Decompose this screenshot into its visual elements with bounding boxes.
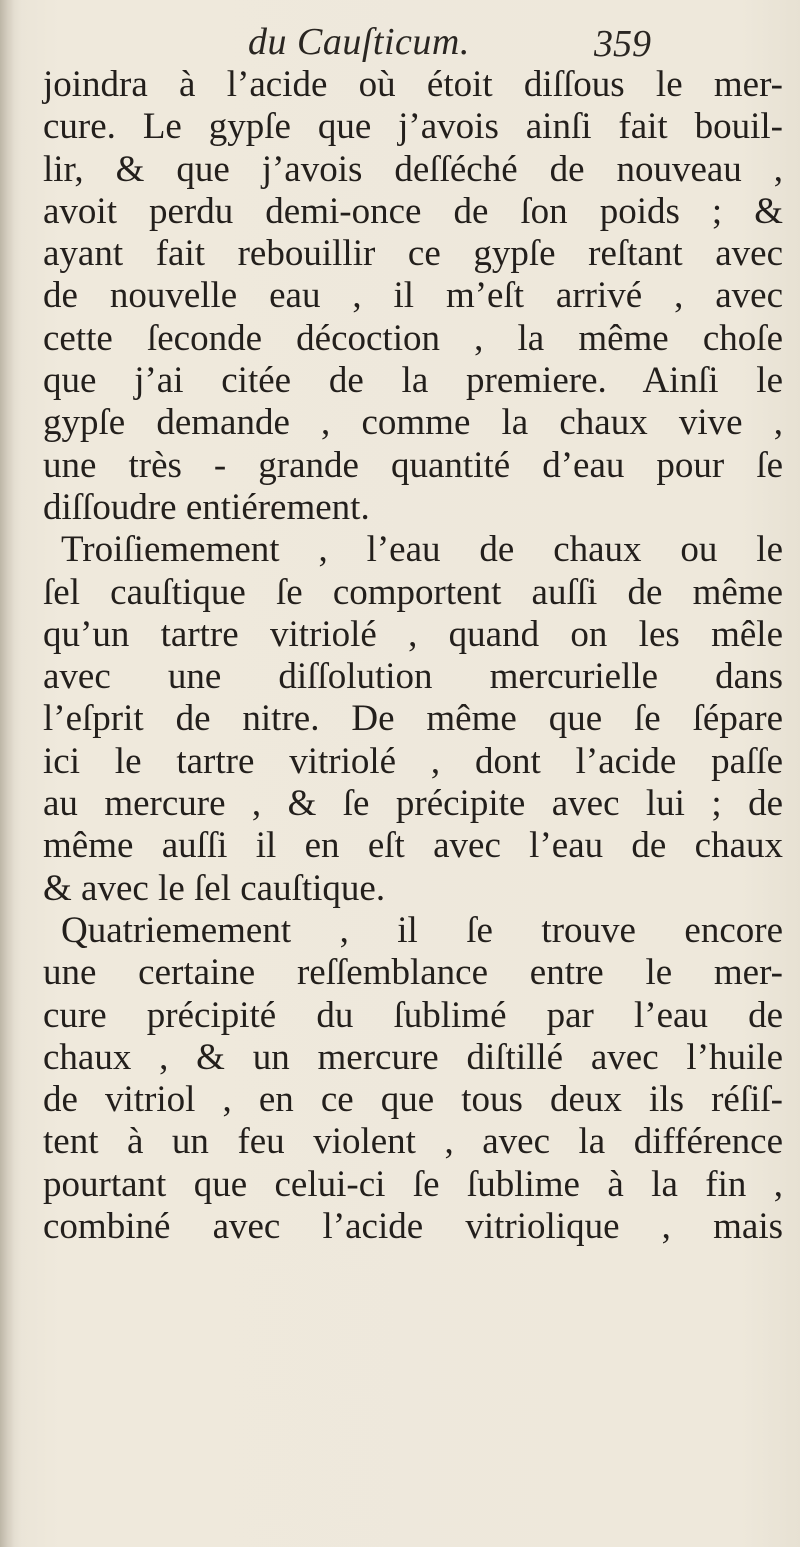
text-line: cette ſeconde décoction , la même choſe (43, 317, 783, 359)
text-line: gypſe demande , comme la chaux vive , (43, 402, 783, 444)
running-head (0, 10, 800, 66)
text-line: une très - grande quantité d’eau pour ſe (43, 444, 783, 486)
page-gutter-shadow (0, 0, 14, 1547)
text-line: avoit perdu demi-once de ſon poids ; & (43, 190, 783, 232)
text-line: pourtant que celui-ci ſe ſublime à la fin , (43, 1163, 783, 1205)
text-line: lir, & que j’avois deſſéché de nouveau , (43, 148, 783, 190)
paragraph-start-line: Quatriemement , il ſe trouve encore (61, 909, 783, 951)
text-line: cure précipité du ſublimé par l’eau de (43, 994, 783, 1036)
paragraph-start-line: Troiſiemement , l’eau de chaux ou le (61, 529, 783, 571)
page-number: 359 (594, 23, 651, 65)
paragraph-end-line: & avec le ſel cauſtique. (43, 867, 386, 909)
text-line: l’eſprit de nitre. De même que ſe ſépare (43, 698, 783, 740)
text-line: avec une diſſolution mercurielle dans (43, 656, 783, 698)
paragraph-end-line: diſſoudre entiérement. (43, 486, 370, 528)
text-line: tent à un feu violent , avec la différence (43, 1121, 783, 1163)
text-line: joindra à l’acide où étoit diſſous le mer- (43, 64, 783, 105)
text-line: qu’un tartre vitriolé , quand on les mêle (43, 613, 783, 655)
text-line: ſel cauſtique ſe comportent auſſi de même (43, 571, 783, 613)
body-text (43, 64, 783, 1248)
text-line: chaux , & un mercure diſtillé avec l’huile (43, 1036, 783, 1078)
text-line: de nouvelle eau , il m’eſt arrivé , avec (43, 275, 783, 317)
text-line: de vitriol , en ce que tous deux ils réſiſ- (43, 1079, 783, 1121)
text-line: ici le tartre vitriolé , dont l’acide paſſe (43, 740, 783, 782)
text-line: même auſſi il en eſt avec l’eau de chaux (43, 825, 783, 867)
running-title: du Cauſticum. (248, 21, 470, 63)
text-line: que j’ai citée de la premiere. Ainſi le (43, 360, 783, 402)
text-line: une certaine reſſemblance entre le mer- (43, 952, 783, 994)
text-line: au mercure , & ſe précipite avec lui ; de (43, 783, 783, 825)
text-line: combiné avec l’acide vitriolique , mais (43, 1206, 783, 1248)
text-line: cure. Le gypſe que j’avois ainſi fait bouil- (43, 106, 783, 148)
text-line: ayant fait rebouillir ce gypſe reſtant avec (43, 233, 783, 275)
